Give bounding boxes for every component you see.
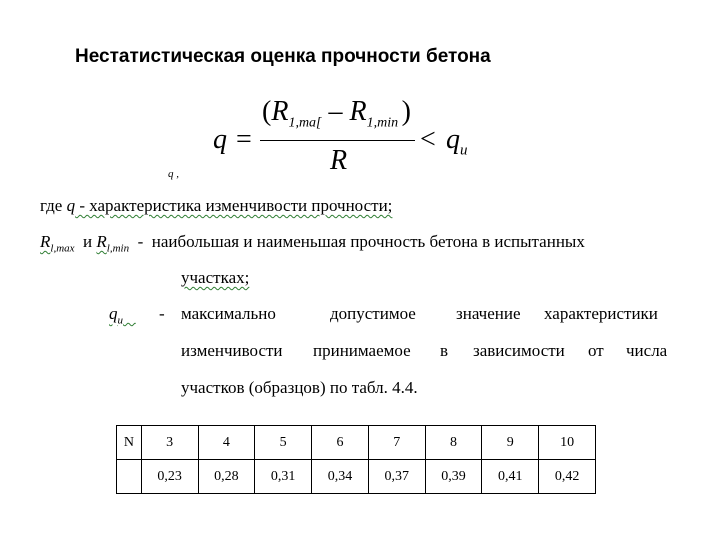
- page-title: Нестатистическая оценка прочности бетона: [75, 46, 491, 67]
- table-cell: N: [117, 426, 142, 460]
- definition-r: $R_{l,max}$ и $R_{l,min}$ - наибольшая и наименьшая прочность бетона в испытанных: [40, 232, 585, 255]
- definition-qu-cont: участков (образцов) по табл. 4.4.: [181, 378, 418, 397]
- word: от: [588, 341, 604, 360]
- table-header-row: [117, 426, 596, 460]
- fraction-bar: [260, 140, 415, 141]
- table-cell: 0,28: [198, 460, 255, 494]
- word: зависимости: [473, 341, 565, 360]
- table-cell: 3: [141, 426, 198, 460]
- table-cell: 0,39: [425, 460, 482, 494]
- table-cell: 9: [482, 426, 539, 460]
- table-cell: 8: [425, 426, 482, 460]
- table-cell: 4: [198, 426, 255, 460]
- word: максимально: [181, 304, 276, 323]
- strength-table: [116, 425, 596, 494]
- table-cell: 0,37: [368, 460, 425, 494]
- table-cell: 0,31: [255, 460, 312, 494]
- word: в: [440, 341, 449, 360]
- formula-equals: =: [236, 124, 252, 155]
- word: числа: [626, 341, 668, 360]
- word: значение: [456, 304, 521, 323]
- table-cell: 7: [368, 426, 425, 460]
- formula-lhs: q: [213, 124, 227, 155]
- formula-rhs: $q_u$: [446, 124, 468, 159]
- stray-mark: q ,: [168, 168, 179, 180]
- word: характеристики: [544, 304, 658, 323]
- var-rmin: $R_{l,min}$: [96, 232, 130, 255]
- table-cell: 0,41: [482, 460, 539, 494]
- formula-numerator: ($R_{1,ma[} - R_{1,min}$ ): [262, 96, 411, 131]
- definition-r-cont: участках;: [181, 268, 250, 287]
- var-qu: $q_u$: [109, 304, 123, 327]
- formula-relation: <: [420, 124, 436, 155]
- table-cell: 5: [255, 426, 312, 460]
- qu-dash: -: [159, 304, 165, 323]
- definition-q: где q - характеристика изменчивости прочности;: [40, 196, 393, 215]
- table-cell: 10: [539, 426, 596, 460]
- word: изменчивости: [181, 341, 283, 360]
- var-rmax: $R_{l,max}$: [40, 232, 75, 255]
- table-cell: 0,42: [539, 460, 596, 494]
- table-cell: [117, 460, 142, 494]
- formula-denominator: R: [330, 145, 348, 176]
- table-row: [117, 460, 596, 494]
- table-cell: 0,34: [312, 460, 369, 494]
- word: допустимое: [330, 304, 416, 323]
- table-cell: 0,23: [141, 460, 198, 494]
- word: принимаемое: [313, 341, 411, 360]
- table-cell: 6: [312, 426, 369, 460]
